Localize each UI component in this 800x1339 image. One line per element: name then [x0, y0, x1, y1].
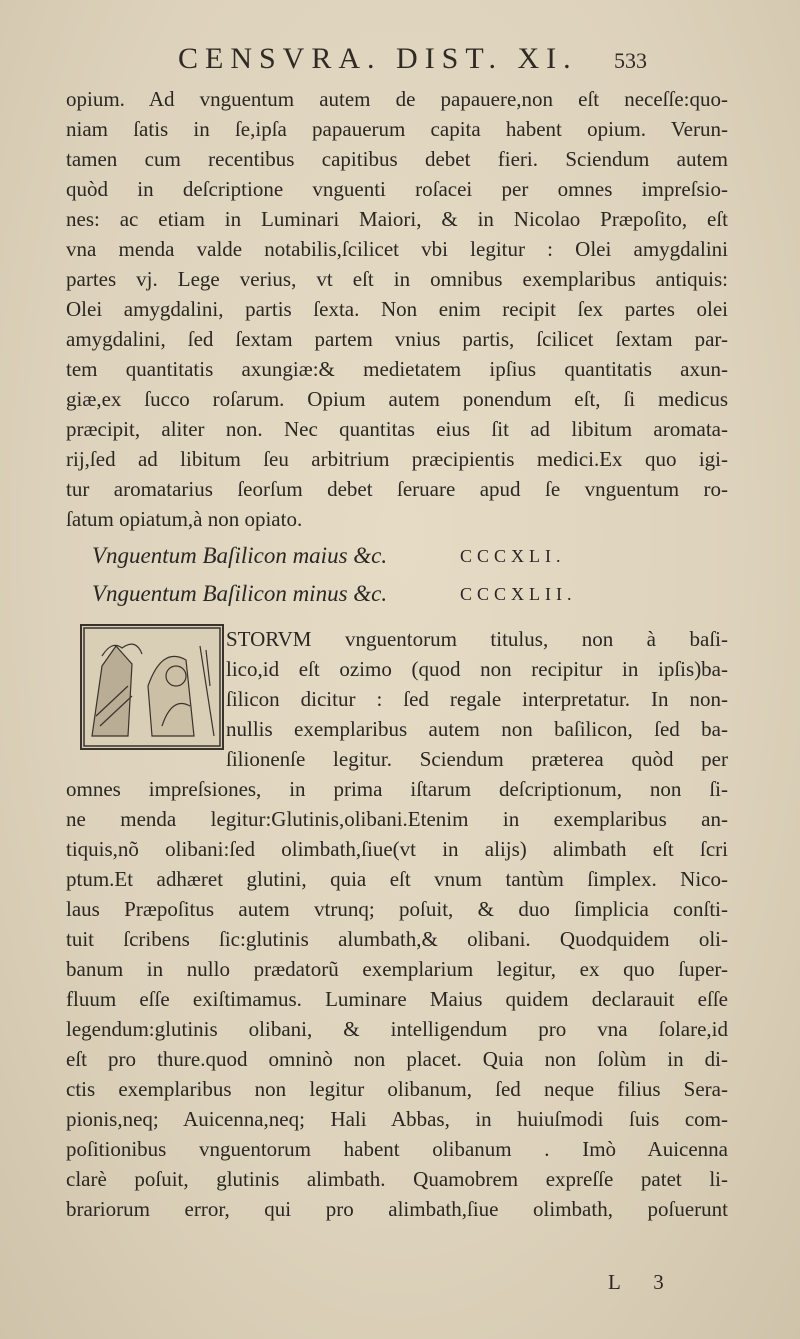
- text-line: ctis exemplaribus non legitur olibanum, ſed neque filius Sera-: [66, 1077, 728, 1101]
- text-line: fluum eſſe exiſtimamus. Luminare Maius quidem declarauit eſſe: [66, 987, 728, 1011]
- page-number: 533: [614, 48, 647, 73]
- running-title: CENSVRA. DIST. XI.: [178, 42, 578, 75]
- heading-number: CCCXLI.: [460, 546, 566, 566]
- text-line: niam ſatis in ſe,ipſa papauerum capita habent opium. Verun-: [66, 117, 728, 141]
- text-line: laus Præpoſitus autem vtrunq; poſuit, & duo ſimplicia conſti-: [66, 897, 728, 921]
- text-line: ſilicon dicitur : ſed regale interpretatur. In non-: [226, 687, 728, 711]
- text-line: opium. Ad vnguentum autem de papauere,non eſt neceſſe:quo-: [66, 87, 728, 111]
- text-line: poſitionibus vnguentorum habent olibanum . Imò Auicenna: [66, 1137, 728, 1161]
- text-line: tuit ſcribens ſic:glutinis alumbath,& olibani. Quodquidem oli-: [66, 927, 728, 951]
- text-line: vna menda valde notabilis,ſcilicet vbi legitur : Olei amygdalini: [66, 237, 728, 261]
- woodcut-initial-illustration: [80, 624, 224, 750]
- text-line: nullis exemplaribus autem non baſilicon, ſed ba-: [226, 717, 728, 741]
- text-line: Olei amygdalini, partis ſexta. Non enim recipit ſex partes olei: [66, 297, 728, 321]
- text-line: giæ,ex ſucco roſarum. Opium autem ponendum eſt, ſi medicus: [66, 387, 728, 411]
- text-line: pionis,neq; Auicenna,neq; Hali Abbas, in huiuſmodi ſuis com-: [66, 1107, 728, 1131]
- signature-mark: L 3: [608, 1270, 678, 1294]
- text-line: omnes impreſsiones, in prima iſtarum deſcriptionum, non ſi-: [66, 777, 728, 801]
- text-line: brariorum error, qui pro alimbath,ſiue olimbath, poſuerunt: [66, 1197, 728, 1221]
- text-line: STORVM vnguentorum titulus, non à baſi-: [226, 627, 728, 651]
- text-line: quòd in deſcriptione vnguenti roſacei per omnes impreſsio-: [66, 177, 728, 201]
- text-line: tamen cum recentibus capitibus debet fieri. Sciendum autem: [66, 147, 728, 171]
- text-line: tem quantitatis axungiæ:& medietatem ipſius quantitatis axun-: [66, 357, 728, 381]
- text-line: tiquis,nõ olibani:ſed olimbath,ſiue(vt in alijs) alimbath eſt ſcri: [66, 837, 728, 861]
- heading-title: Vnguentum Baſilicon maius &c.: [92, 543, 388, 568]
- text-line: legendum:glutinis olibani, & intelligendum pro vna ſolare,id: [66, 1017, 728, 1041]
- section-heading-342: [92, 578, 732, 610]
- heading-number: CCCXLII.: [460, 584, 577, 604]
- text-line: ſilionenſe legitur. Sciendum præterea quòd per: [226, 747, 728, 771]
- text-line: ſatum opiatum,à non opiato.: [66, 507, 303, 531]
- text-line: amygdalini, ſed ſextam partem vnius partis, ſcilicet ſextam par-: [66, 327, 728, 351]
- text-line: banum in nullo prædatorũ exemplarium legitur, ex quo ſuper-: [66, 957, 728, 981]
- text-line: rij,ſed ad libitum ſeu arbitrium præcipientis medici.Ex quo igi-: [66, 447, 728, 471]
- text-line: partes vj. Lege verius, vt eſt in omnibus exemplaribus antiquis:: [66, 267, 728, 291]
- text-line: tur aromatarius ſeorſum debet ſeruare apud ſe vnguentum ro-: [66, 477, 728, 501]
- text-line: clarè poſuit, glutinis alimbath. Quamobrem expreſſe patet li-: [66, 1167, 728, 1191]
- text-line: ptum.Et adhæret glutini, quia eſt vnum tantùm ſimplex. Nico-: [66, 867, 728, 891]
- text-line: lico,id eſt ozimo (quod non recipitur in ipſis)ba-: [226, 657, 728, 681]
- text-line: ne menda legitur:Glutinis,olibani.Etenim in exemplaribus an-: [66, 807, 728, 831]
- heading-title: Vnguentum Baſilicon minus &c.: [92, 581, 388, 606]
- text-line: nes: ac etiam in Luminari Maiori, & in Nicolao Præpoſito, eſt: [66, 207, 728, 231]
- text-line: præcipit, aliter non. Nec quantitas eius ſit ad libitum aromata-: [66, 417, 728, 441]
- text-line: eſt pro thure.quod omninò non placet. Quia non ſolùm in di-: [66, 1047, 728, 1071]
- running-head: [0, 40, 800, 80]
- section-heading-341: [92, 540, 732, 572]
